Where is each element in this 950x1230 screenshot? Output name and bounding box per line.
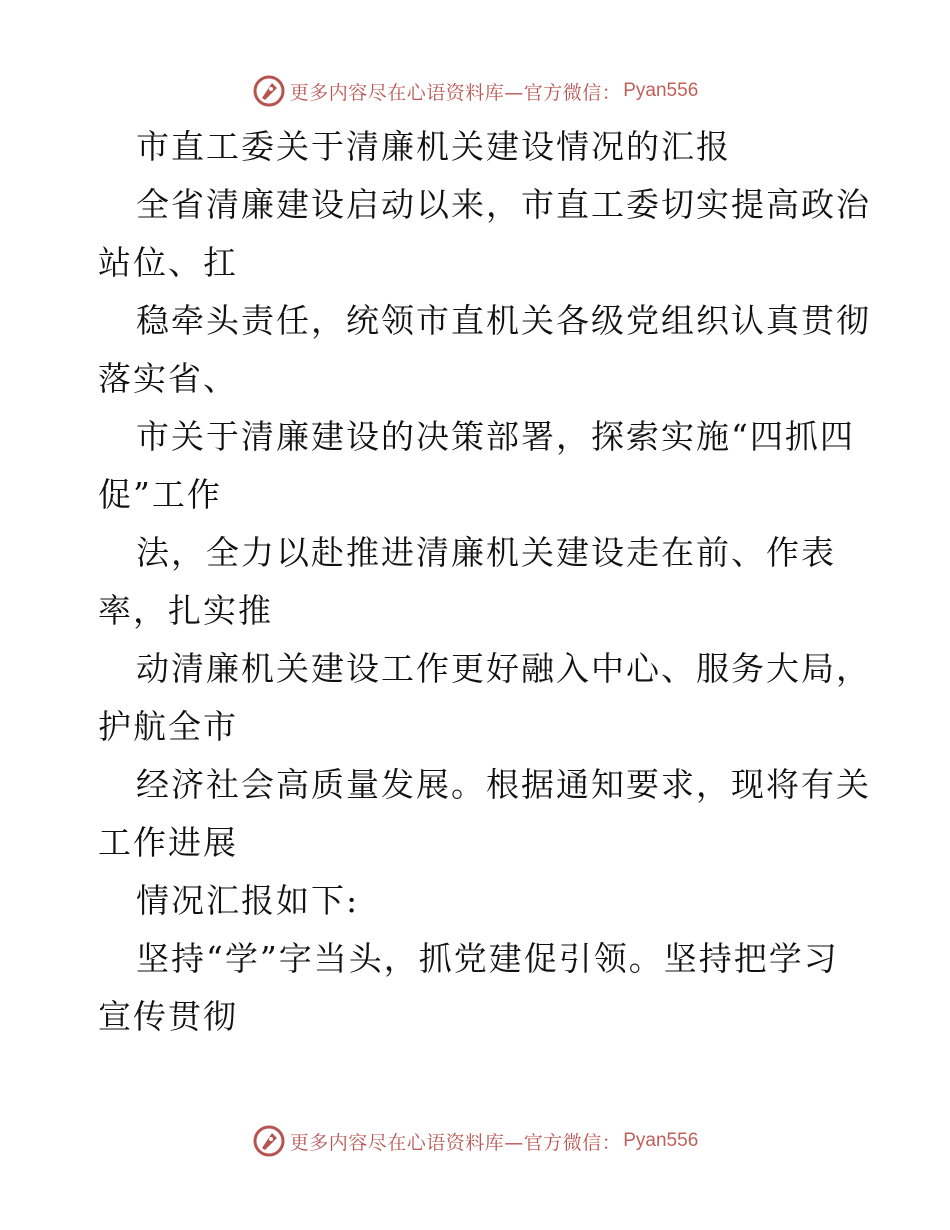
document-line: 宣传贯彻 <box>98 997 238 1036</box>
watermark-text: 更多内容尽在心语资料库—官方微信： <box>289 1131 622 1154</box>
document-line: 站位、扛 <box>98 243 238 282</box>
document-line: 促”工作 <box>98 475 222 514</box>
document-line: 情况汇报如下: <box>136 881 360 920</box>
pen-nib-circle-icon <box>252 1124 286 1158</box>
document-line: 市关于清廉建设的决策部署，探索实施“四抓四 <box>136 417 855 456</box>
document-line: 法，全力以赴推进清廉机关建设走在前、作表 <box>136 533 836 572</box>
document-line: 稳牵头责任，统领市直机关各级党组织认真贯彻 <box>136 301 871 340</box>
document-line: 市直工委关于清廉机关建设情况的汇报 <box>136 127 731 166</box>
document-line: 率，扎实推 <box>98 591 273 630</box>
pen-nib-circle-icon <box>252 74 286 108</box>
document-line: 工作进展 <box>98 823 238 862</box>
document-line: 经济社会高质量发展。根据通知要求，现将有关 <box>136 765 871 804</box>
watermark-wechat-id: Pyan556 <box>623 1130 699 1151</box>
footer-watermark <box>0 1121 950 1161</box>
document-line: 护航全市 <box>98 707 238 746</box>
document-line: 动清廉机关建设工作更好融入中心、服务大局， <box>136 649 871 688</box>
document-line: 全省清廉建设启动以来，市直工委切实提高政治 <box>136 185 871 224</box>
header-watermark <box>0 71 950 111</box>
watermark-text: 更多内容尽在心语资料库—官方微信： <box>289 81 622 104</box>
watermark-wechat-id: Pyan556 <box>623 80 699 101</box>
document-line: 坚持“学”字当头，抓党建促引领。坚持把学习 <box>136 939 839 978</box>
document-line: 落实省、 <box>98 359 238 398</box>
document-body <box>98 118 871 1046</box>
